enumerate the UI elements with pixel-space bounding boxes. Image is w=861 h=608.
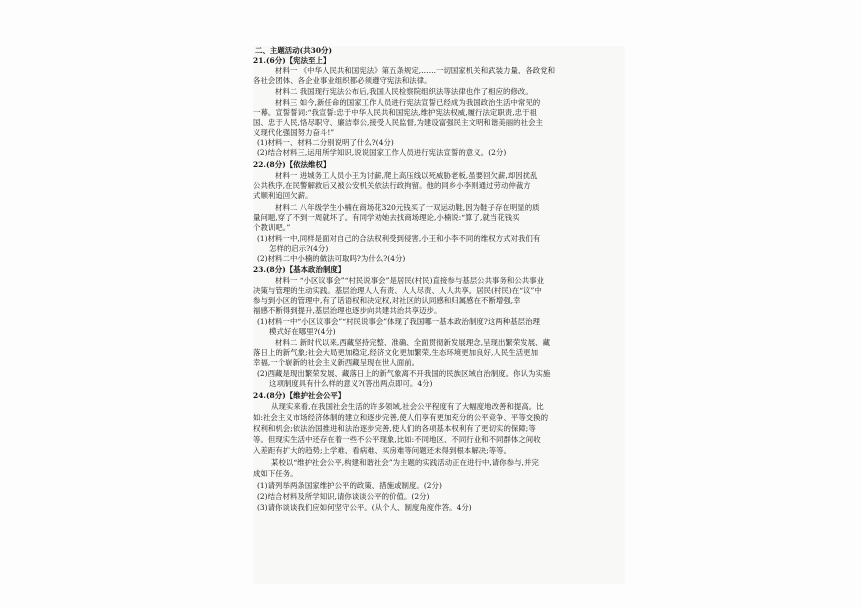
q24-text-line: 某校以“维护社会公平,构建和谐社会”为主题的实践活动正在进行中,请你参与,并完 [271,458,539,467]
q21-subquestion: (1)材料一、材料二分别说明了什么?(4分) [257,138,394,147]
q21-text-line: 一幕。宣誓誓词:“我宣誓:忠于中华人民共和国宪法,维护宪法权威,履行法定职责,忠于祖 [253,108,537,117]
q24-heading: 24.(8分)【维护社会公平】 [253,391,346,400]
q22-text-line: 量问题,穿了不到一周就坏了。有同学劝她去找商场理论,小楠说:“算了,就当花钱买 [253,213,520,222]
section-title: 二、主题活动(共30分) [255,46,333,55]
q24-text-line: 等。但现实生活中还存在着一些不公平现象,比如:不同地区、不同行业和不同群体之间收 [253,435,541,444]
q22-subquestion: (2)材料二中小楠的做法可取吗?为什么?(4分) [257,254,406,263]
q22-text-line: 公共秩序,在民警解救后又被公安机关依法行政拘留。他的同乡小李则通过劳动仲裁方 [253,181,531,190]
q21-text-line: 材料一 《中华人民共和国宪法》第五条规定,……一切国家机关和武装力量、各政党和 [275,66,556,75]
q24-text-line: 成如下任务。 [253,469,298,478]
q22-text-line: 个教训吧。” [253,223,291,232]
q24-text-line: 权利和机会;依法治国推进和法治逐步完善,使人们的各项基本权利有了更切实的保障;等 [253,424,536,433]
q21-text-line: 材料二 我国现行宪法公布后,我国人民检察院组织法等法律也作了相应的修改。 [275,87,533,96]
q23-text-line: 材料二 新时代以来,西藏坚持完整、准确、全面贯彻新发展理念,呈现出繁荣发展、藏 [275,338,551,347]
q21-text-line: 各社会团体、各企业事业组织都必须遵守宪法和法律。 [253,76,432,85]
q23-text-line: 幸福,一个崭新的社会主义新西藏呈现在世人面前。 [253,358,420,367]
q23-text-line: 材料一 “小区议事会”“村民说事会”是居民(村民)直接参与基层公共事务和公共事业 [275,276,545,285]
q23-subquestion: 模式好在哪里?(4分) [269,327,336,336]
q21-text-line: 义现代化强国努力奋斗!” [253,128,335,137]
q22-text-line: 材料一 进城务工人员小王为讨薪,爬上高压线以死威胁老板,虽要回欠薪,却因扰乱 [275,171,538,180]
q21-text-line: 国、忠于人民,恪尽职守、廉洁奉公,接受人民监督,为建设富强民主文明和谐美丽的社会主 [253,118,543,127]
q22-text-line: 材料二 八年级学生小楠在商场花320元钱买了一双运动鞋,因为鞋子存在明显的质 [275,203,540,212]
q23-text-line: 落日上的新气象;社会大局更加稳定,经济文化更加繁荣,生态环境更加良好,人民生活更加 [253,348,539,357]
q22-subquestion: 怎样的启示?(4分) [269,244,329,253]
q24-text-line: 入差距有扩大的趋势;上学难、看病难、买房难等问题还未得到根本解决;等等。 [253,446,512,455]
q24-subquestion: (2)结合材料及所学知识,请你谈谈公平的价值。(2分) [257,492,430,501]
q21-heading: 21.(6分)【宪法至上】 [253,56,331,65]
q24-subquestion: (1)请列举两条国家维护公平的政策、措施或制度。(2分) [257,481,442,490]
q23-heading: 23.(8分)【基本政治制度】 [253,265,346,274]
q23-subquestion: 这项制度具有什么样的意义?(答出两点即可。4分) [269,379,433,388]
q21-subquestion: (2)结合材料三,运用所学知识,说说国家工作人员进行宪法宣誓的意义。(2分) [257,148,507,157]
q23-text-line: 决策与管理的生动实践。基层治理人人有责、人人尽责、人人共享。居民(村民)在“议”中 [253,286,542,295]
q22-heading: 22.(8分)【依法维权】 [253,160,331,169]
q23-subquestion: (1)材料一中“小区议事会”“村民说事会”体现了我国哪一基本政治制度?这两种基层治理 [257,317,540,326]
q24-subquestion: (3)请你谈谈我们应如何坚守公平。(从个人、制度角度作答。4分) [257,503,472,512]
q21-text-line: 材料三 如今,新任命的国家工作人员进行宪法宣誓已经成为我国政治生活中常见的 [275,98,541,107]
exam-sheet [253,46,625,584]
q24-text-line: 如:社会主义市场经济体制的建立和逐步完善,使人们享有更加充分的公平竞争、平等交换的 [253,413,549,422]
q23-text-line: 参与到小区的管理中,有了话语权和决定权,对社区的认同感和归属感在不断增强,幸 [253,296,521,305]
q23-text-line: 福感不断得到提升,基层治理也逐步向共建共治共享迈步。 [253,306,442,315]
q23-subquestion: (2)西藏是现出繁荣发展、藏落日上的新气象离不开我国的民族区域自治制度。你认为实施 [257,369,551,378]
q22-text-line: 式顺利追回欠薪。 [253,191,313,200]
q24-text-line: 从现实来看,在我国社会生活的许多领域,社会公平程度有了大幅度地改善和提高。比 [271,402,544,411]
q22-subquestion: (1)材料一中,同样是面对自己的合法权利受到侵害,小王和小李不同的维权方式对我们有 [257,234,541,243]
